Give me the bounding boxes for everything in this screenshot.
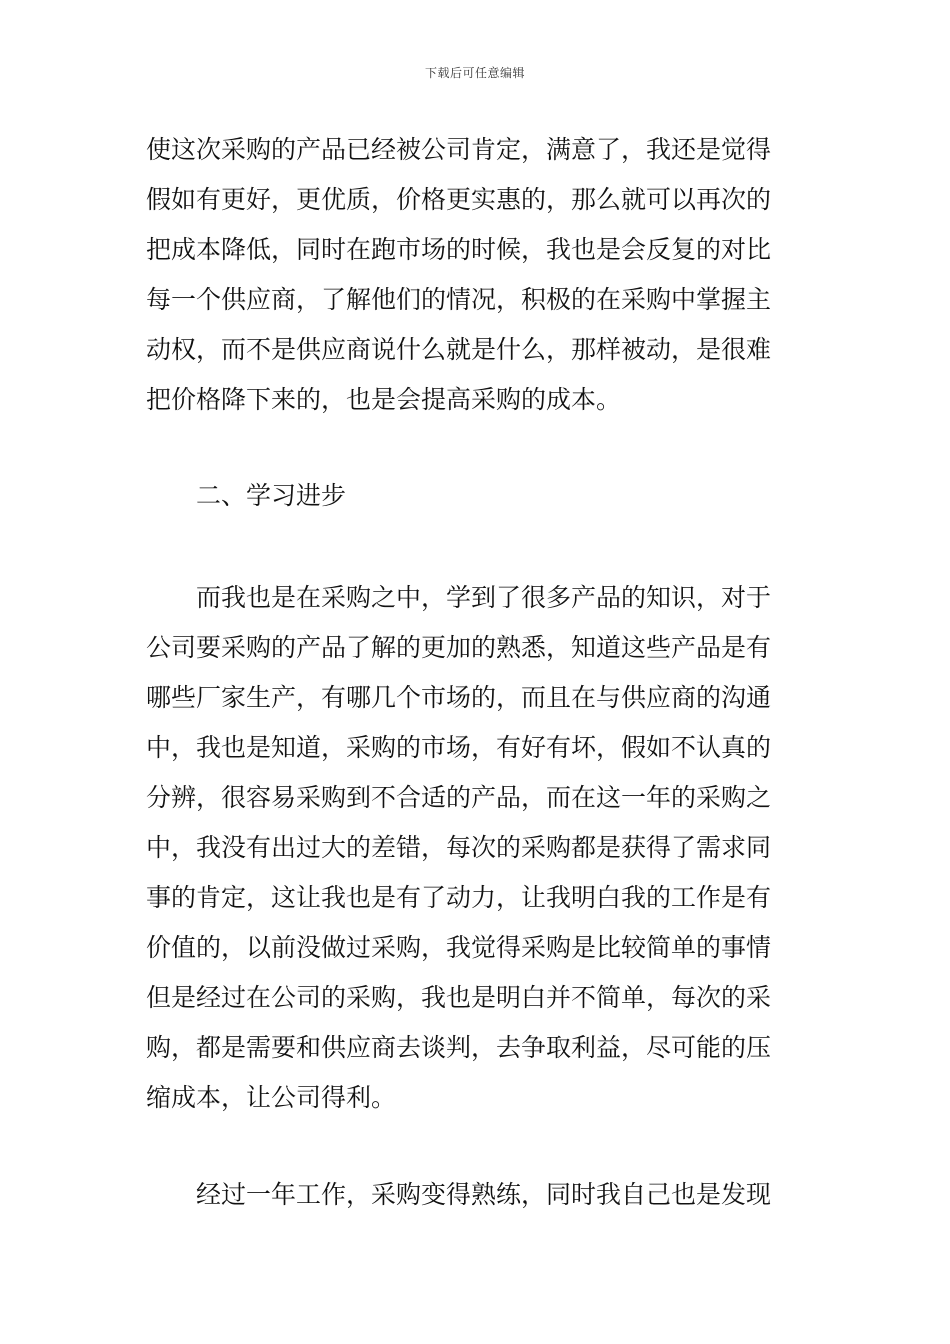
text-line: 把成本降低，同时在跑市场的时候，我也是会反复的对比 (146, 235, 772, 264)
page-header-note: 下载后可任意编辑 (424, 66, 525, 80)
text-line: 假如有更好，更优质，价格更实惠的，那么就可以再次的 (146, 185, 772, 214)
text-line: 中，我没有出过大的差错，每次的采购都是获得了需求同 (146, 833, 772, 862)
text-line: 而我也是在采购之中，学到了很多产品的知识，对于 (196, 583, 772, 612)
text-line: 缩成本，让公司得利。 (146, 1083, 397, 1112)
text-line: 使这次采购的产品已经被公司肯定，满意了，我还是觉得 (146, 135, 772, 164)
text-line: 公司要采购的产品了解的更加的熟悉，知道这些产品是有 (146, 633, 772, 662)
text-line: 经过一年工作，采购变得熟练，同时我自己也是发现 (196, 1180, 772, 1209)
section-heading-block (146, 471, 808, 521)
text-line: 把价格降下来的，也是会提高采购的成本。 (146, 385, 622, 414)
text-line: 购，都是需要和供应商去谈判，去争取利益，尽可能的压 (146, 1033, 772, 1062)
text-line: 分辨，很容易采购到不合适的产品，而在这一年的采购之 (146, 783, 772, 812)
text-line: 但是经过在公司的采购，我也是明白并不简单，每次的采 (146, 983, 772, 1012)
section-heading: 二、学习进步 (196, 481, 347, 510)
text-line: 事的肯定，这让我也是有了动力，让我明白我的工作是有 (146, 883, 772, 912)
text-line: 中，我也是知道，采购的市场，有好有坏，假如不认真的 (146, 733, 772, 762)
paragraph-1 (146, 125, 808, 425)
text-line: 动权，而不是供应商说什么就是什么，那样被动，是很难 (146, 335, 772, 364)
text-line: 哪些厂家生产，有哪几个市场的，而且在与供应商的沟通 (146, 683, 772, 712)
paragraph-2 (146, 573, 808, 1123)
text-line: 每一个供应商，了解他们的情况，积极的在采购中掌握主 (146, 285, 772, 314)
paragraph-3 (146, 1170, 808, 1220)
text-line: 价值的，以前没做过采购，我觉得采购是比较简单的事情 (146, 933, 772, 962)
